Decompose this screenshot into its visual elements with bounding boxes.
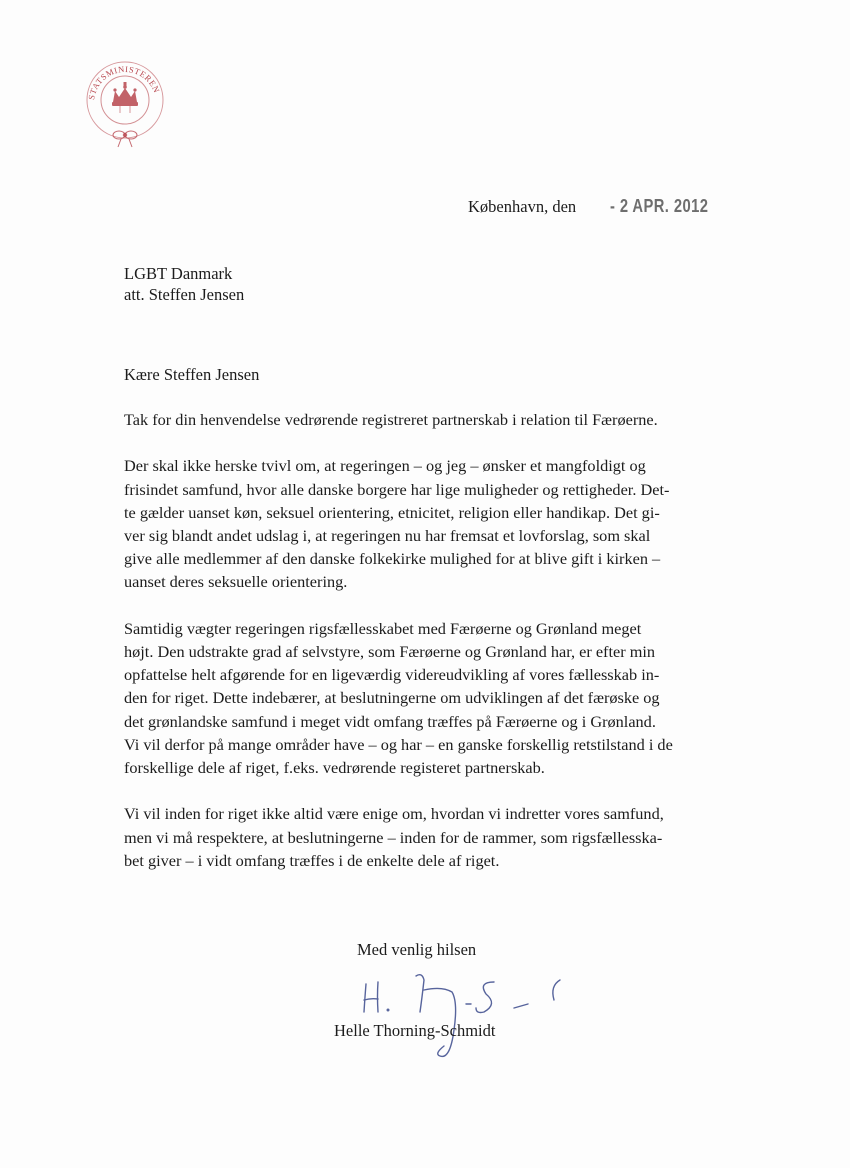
body-line: Samtidig vægter regeringen rigsfællesskabet med Færøerne og Grønland meget xyxy=(124,618,642,638)
seal-graphic xyxy=(80,55,170,150)
closing-phrase: Med venlig hilsen xyxy=(357,940,477,959)
recipient-name: LGBT Danmark xyxy=(124,264,233,283)
body-line: te gælder uanset køn, seksuel orientering, etnicitet, religion eller handikap. Det gi- xyxy=(124,502,660,522)
statsministeren-seal-logo xyxy=(80,55,170,150)
body-line: Der skal ikke herske tvivl om, at regeringen – og jeg – ønsker et mangfoldigt og xyxy=(124,456,646,476)
body-line: Tak for din henvendelse vedrørende registreret partnerskab i relation til Færøerne. xyxy=(124,410,658,429)
body-line: forskellige dele af riget, f.eks. vedrørende registeret partnerskab. xyxy=(124,758,545,778)
paragraph xyxy=(124,454,724,593)
date-stamp: - 2 APR. 2012 xyxy=(610,196,709,216)
body-line: give alle medlemmer af den danske folkekirke mulighed for at blive gift i kirken – xyxy=(124,549,661,569)
body-line: opfattelse helt afgørende for en ligeværdig videreudvikling af vores fællesskab in- xyxy=(124,665,660,685)
signer-name: Helle Thorning-Schmidt xyxy=(334,1021,496,1040)
svg-text:STATSMINISTEREN: STATSMINISTEREN xyxy=(86,63,163,101)
body-line: Vi vil inden for riget ikke altid være enige om, hvordan vi indretter vores samfund, xyxy=(124,804,664,824)
body-line: det grønlandske samfund i meget vidt omfang træffes på Færøerne og i Grønland. xyxy=(124,711,656,731)
body-line: højt. Den udstrakte grad af selvstyre, som Færøerne og Grønland har, er efter min xyxy=(124,642,656,661)
handwritten-signature xyxy=(350,968,590,1068)
dateline xyxy=(468,196,709,217)
body-line: den for riget. Dette indebærer, at beslutningerne om udviklingen af det færøske og xyxy=(124,688,660,708)
recipient-address xyxy=(124,263,244,305)
letter-body xyxy=(124,408,724,895)
body-line: ver sig blandt andet udslag i, at regeringen nu har fremsat et lovforslag, som skal xyxy=(124,526,651,545)
body-line: men vi må respektere, at beslutningerne – inden for de rammer, som rigsfællesska- xyxy=(124,827,663,847)
body-line: bet giver – i vidt omfang træffes i de enkelte dele af riget. xyxy=(124,850,500,870)
body-line: uanset deres seksuelle orientering. xyxy=(124,572,348,592)
recipient-attention: att. Steffen Jensen xyxy=(124,285,245,304)
paragraph xyxy=(124,802,724,872)
body-line: Vi vil derfor på mange områder have – og har – en ganske forskellig retstilstand i de xyxy=(124,734,673,754)
dateline-place: København, den xyxy=(468,197,577,216)
paragraph xyxy=(124,617,724,779)
salutation: Kære Steffen Jensen xyxy=(124,365,260,384)
signature-strokes xyxy=(350,968,590,1068)
body-line: frisindet samfund, hvor alle danske borgere har lige muligheder og rettigheder. Det- xyxy=(124,479,670,499)
paragraph xyxy=(124,408,724,431)
